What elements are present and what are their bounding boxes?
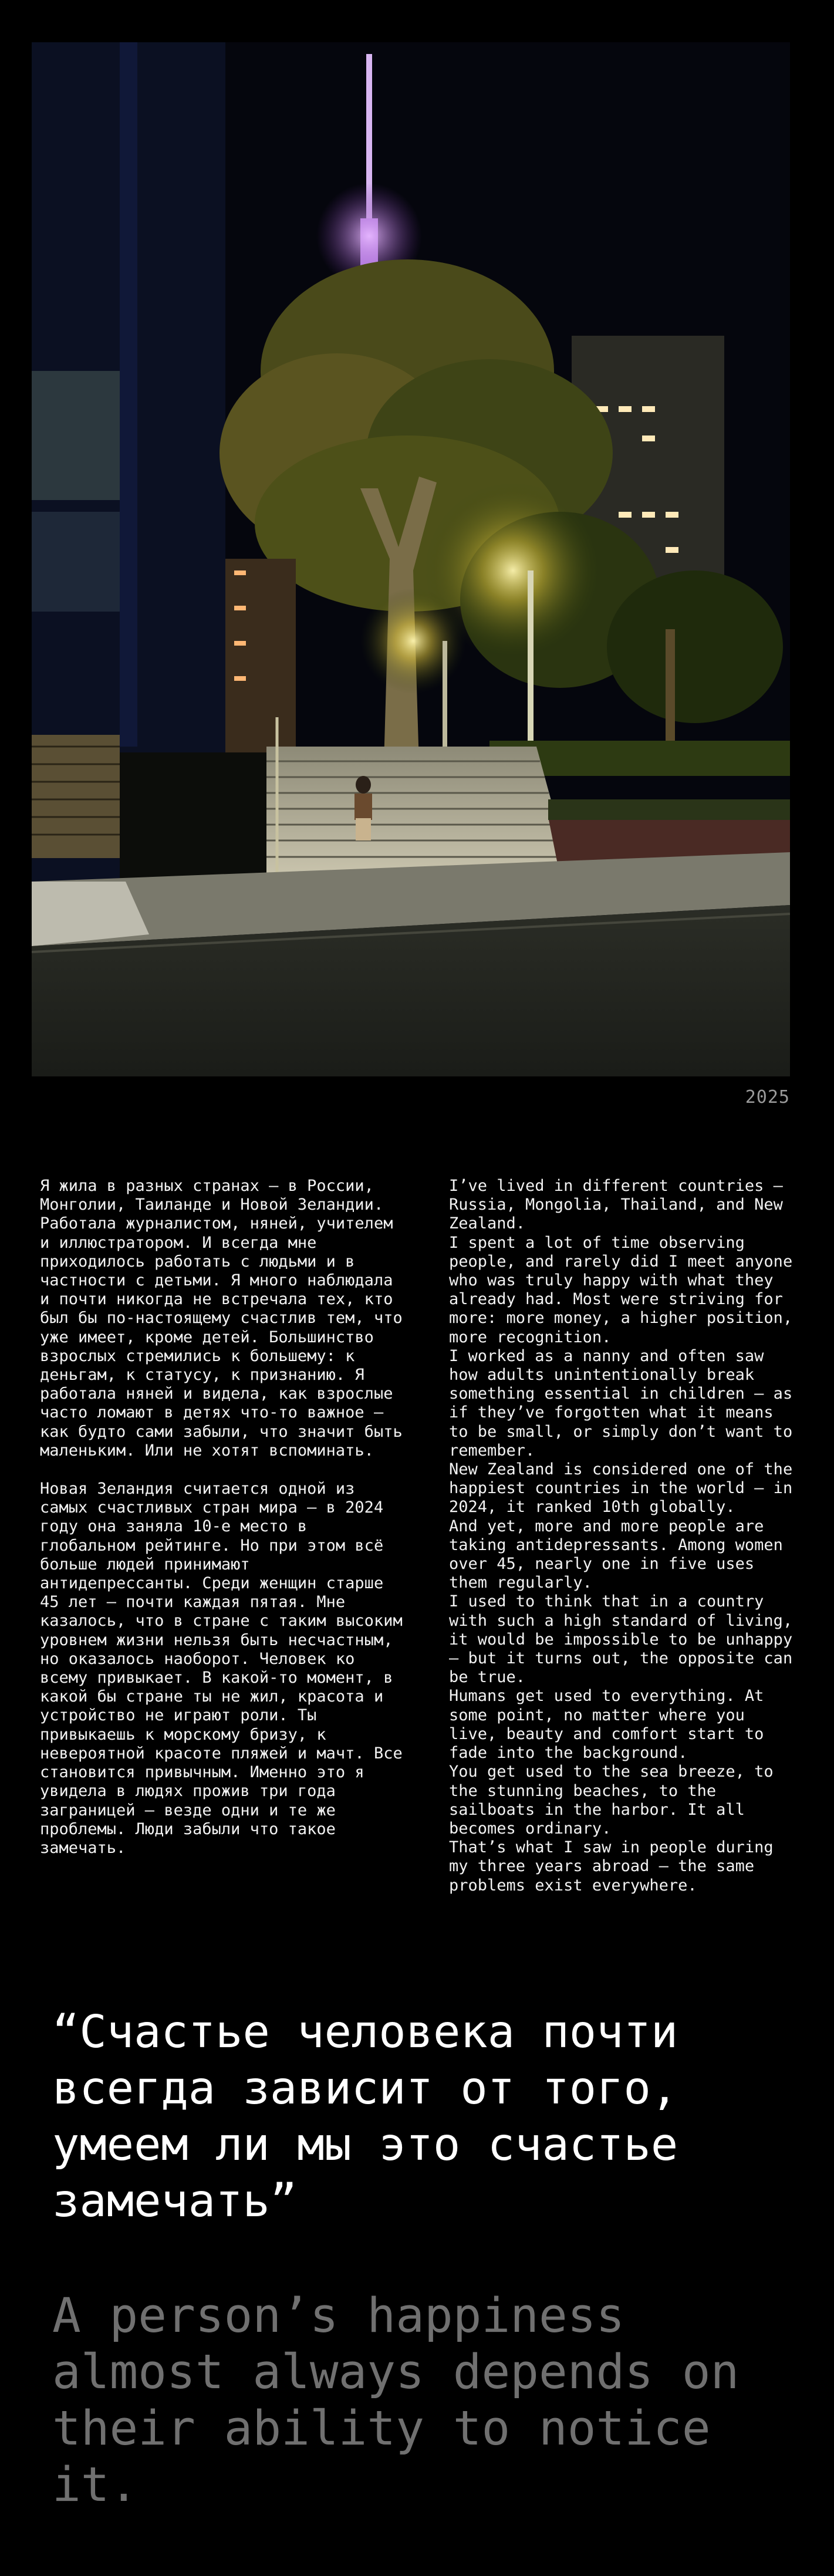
english-line-5: And yet, more and more people are taking antidepressants. Among women over 45, nearly one in five uses them regularly. xyxy=(449,1517,783,1592)
russian-paragraph-2: Новая Зеландия считается одной из самых счастливых стран мира — в 2024 году она заняла 10-е место в глобальном рейтинге. Но при этом всё больше людей принимают антидепрессанты. Среди женщин старше 45 лет — почти каждая пятая. Мне казалось, что в стране с таким высоким уровнем жизни нельзя быть несчастным, но оказалось наоборот. Человек ко всему привыкает. В какой-то момент, в какой бы стране ты не жил, красота и устройство не играют роли. Ты привыкаешь к морскому бризу, к невероятной красоте пляжей и мачт. Все становится привычным. Именно это я увидела в людях прожив три года заграницей — везде одни и те же проблемы. Люди забыли что такое замечать. xyxy=(40,1480,403,1857)
english-line-4: New Zealand is considered one of the happiest countries in the world — in 2024, it ranked 10th globally. xyxy=(449,1460,793,1517)
photo-year: 2025 xyxy=(745,1087,790,1108)
hero-photo xyxy=(32,42,790,1076)
english-line-2: I spent a lot of time observing people, and rarely did I meet anyone who was truly happy with what they already had. Most were striving for more: more money, a higher position, more recognition. xyxy=(449,1233,793,1346)
english-line-1: I’ve lived in different countries — Russia, Mongolia, Thailand, and New Zealand. xyxy=(449,1177,783,1233)
english-line-3: I worked as a nanny and often saw how adults unintentionally break something essential in children — as if they’ve forgotten what it means to be small, or simply don’t want to remember. xyxy=(449,1346,793,1460)
russian-quote: “Счастье человека почти всегда зависит от того, умеем ли мы это счастье замечать” xyxy=(52,2006,678,2227)
english-story-column xyxy=(449,1177,801,1895)
russian-paragraph-1: Я жила в разных странах — в России, Монголии, Таиланде и Новой Зеландии. Работала журналистом, няней, учителем и иллюстратором. И всегда мне приходилось работать с людьми и в частности с детьми. Я много наблюдала и почти никогда не встречала тех, кто был бы по-настоящему счастлив тем, что уже имеет, кроме детей. Большинство взрослых стремились к большему: к деньгам, к статусу, к признанию. Я работала няней и видела, как взрослые часто ломают в детях что-то важное — как будто сами забыли, что значит быть маленьким. Или не хотят вспоминать. xyxy=(40,1177,403,1460)
russian-story-column xyxy=(40,1177,404,1858)
night-street-photo xyxy=(32,42,790,1076)
english-line-9: That’s what I saw in people during my three years abroad — the same problems exist everywhere. xyxy=(449,1838,774,1895)
english-quote: A person’s happiness almost always depends on their ability to notice it. xyxy=(52,2288,740,2513)
english-line-8: You get used to the sea breeze, to the stunning beaches, to the sailboats in the harbor. It all becomes ordinary. xyxy=(449,1763,774,1838)
english-line-6: I used to think that in a country with such a high standard of living, it would be impossible to be unhappy — but it turns out, the opposite can be true. xyxy=(449,1592,793,1687)
english-line-7: Humans get used to everything. At some point, no matter where you live, beauty and comfort start to fade into the background. xyxy=(449,1687,764,1763)
